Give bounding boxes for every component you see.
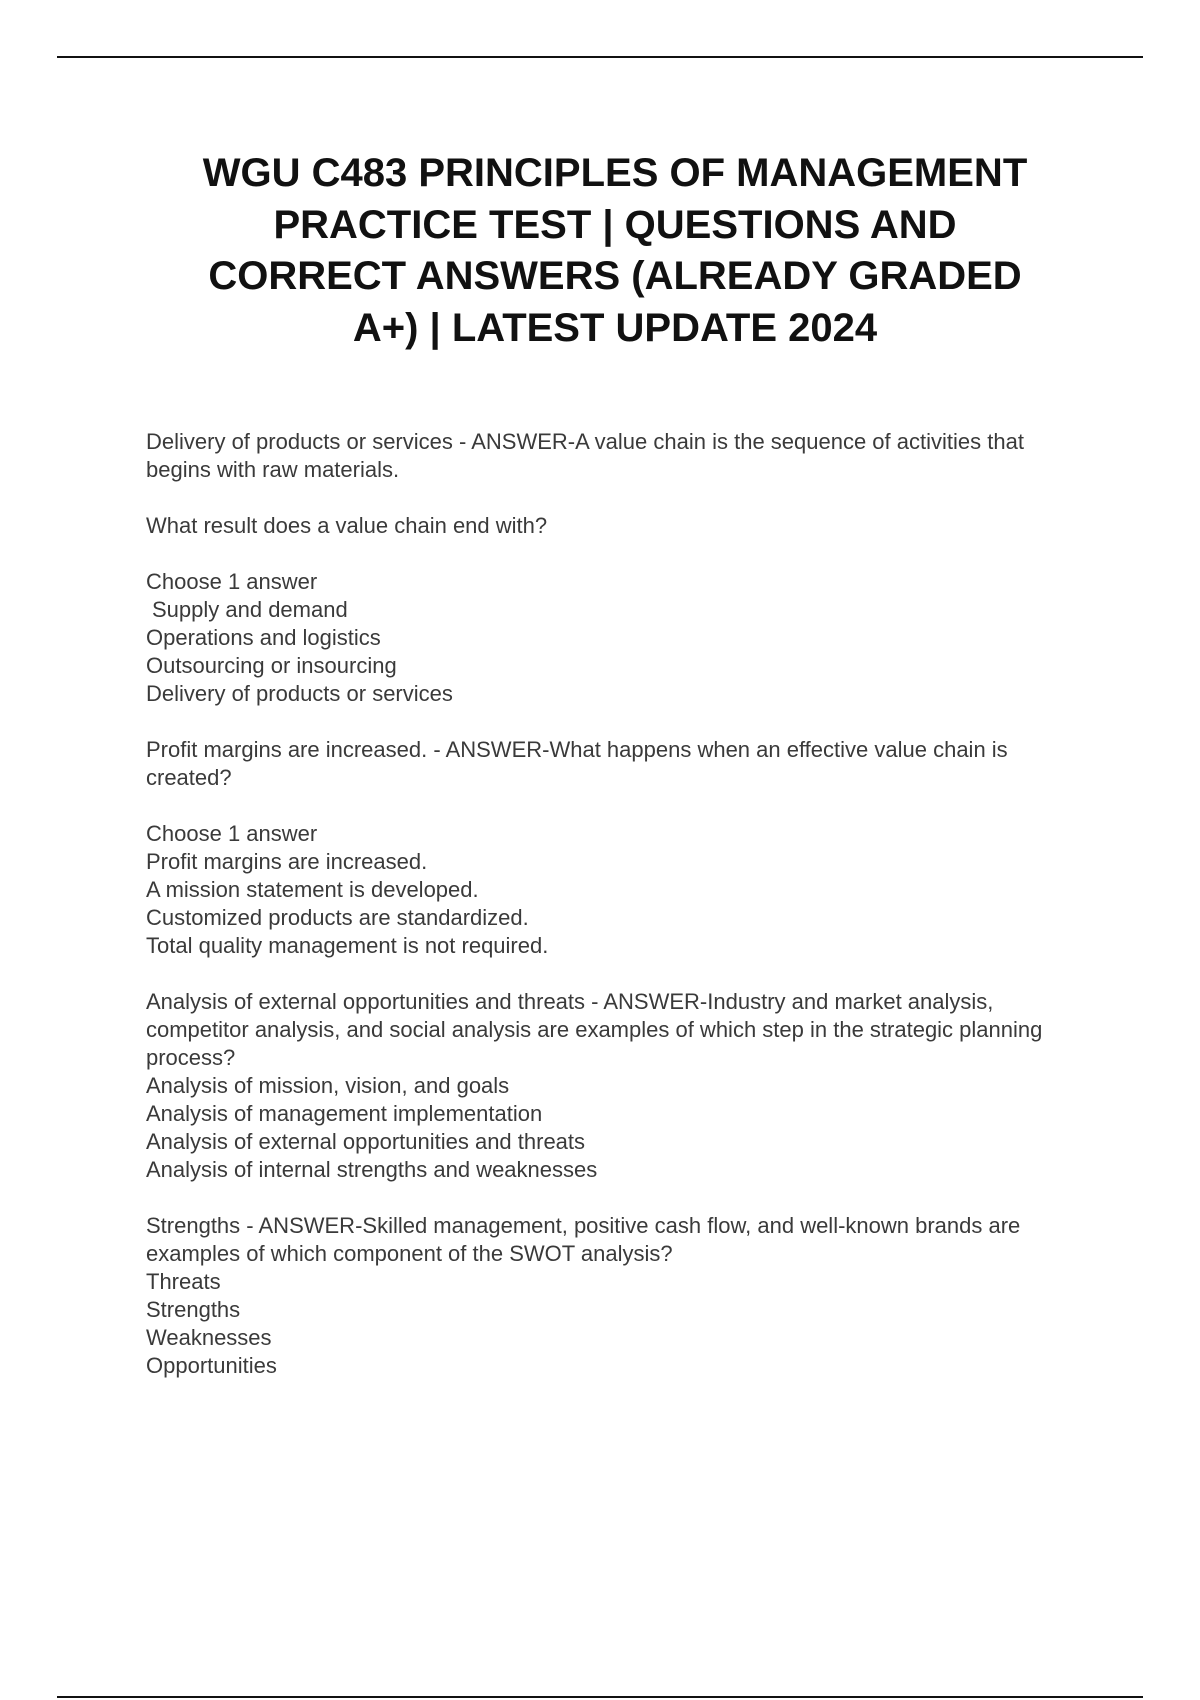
title-line: WGU C483 PRINCIPLES OF MANAGEMENT [202, 151, 1028, 195]
option-item: Weaknesses [146, 1325, 272, 1350]
bottom-rule [57, 1696, 1143, 1698]
option-item: Strengths [146, 1297, 241, 1322]
option-item: A mission statement is developed. [146, 877, 479, 902]
top-rule [57, 56, 1143, 58]
option-item: Supply and demand [152, 597, 348, 622]
option-item: Analysis of mission, vision, and goals [146, 1073, 510, 1098]
spacer [146, 540, 1086, 568]
qa-item [146, 988, 1086, 1184]
option-item: Operations and logistics [146, 625, 381, 650]
qa-item [146, 1212, 1086, 1380]
answer-question-text: Analysis of external opportunities and threats - ANSWER-Industry and market analysis, competitor analysis, and social analysis are examples of which step in the strategic planning process? [146, 989, 1043, 1070]
answer-question-text: Strengths - ANSWER-Skilled management, positive cash flow, and well-known brands are examples of which component of the SWOT analysis? [146, 1213, 1021, 1266]
answer-question-text: Delivery of products or services - ANSWER-A value chain is the sequence of activities that begins with raw materials. [146, 429, 1024, 482]
option-item: Profit margins are increased. [146, 849, 428, 874]
answer-question-text: Profit margins are increased. - ANSWER-What happens when an effective value chain is created? [146, 737, 1008, 790]
followup-question: What result does a value chain end with? [146, 513, 548, 538]
title-line: A+) | LATEST UPDATE 2024 [352, 305, 878, 350]
option-item: Threats [146, 1269, 221, 1294]
option-item: Analysis of internal strengths and weaknesses [146, 1157, 598, 1182]
title-line: PRACTICE TEST | QUESTIONS AND [273, 202, 957, 247]
option-item: Opportunities [146, 1353, 277, 1378]
spacer [146, 484, 1086, 512]
spacer [146, 792, 1086, 820]
document-title [120, 148, 1110, 354]
option-item: Analysis of external opportunities and threats [146, 1129, 586, 1154]
option-item: Customized products are standardized. [146, 905, 529, 930]
choose-prompt: Choose 1 answer [146, 569, 318, 594]
option-item: Analysis of management implementation [146, 1101, 543, 1126]
document-body [146, 428, 1086, 1408]
option-item: Outsourcing or insourcing [146, 653, 397, 678]
choose-prompt: Choose 1 answer [146, 821, 318, 846]
title-line: CORRECT ANSWERS (ALREADY GRADED [208, 254, 1022, 298]
qa-item [146, 736, 1086, 960]
option-item: Total quality management is not required. [146, 933, 549, 958]
qa-item [146, 428, 1086, 708]
option-item: Delivery of products or services [146, 681, 453, 706]
